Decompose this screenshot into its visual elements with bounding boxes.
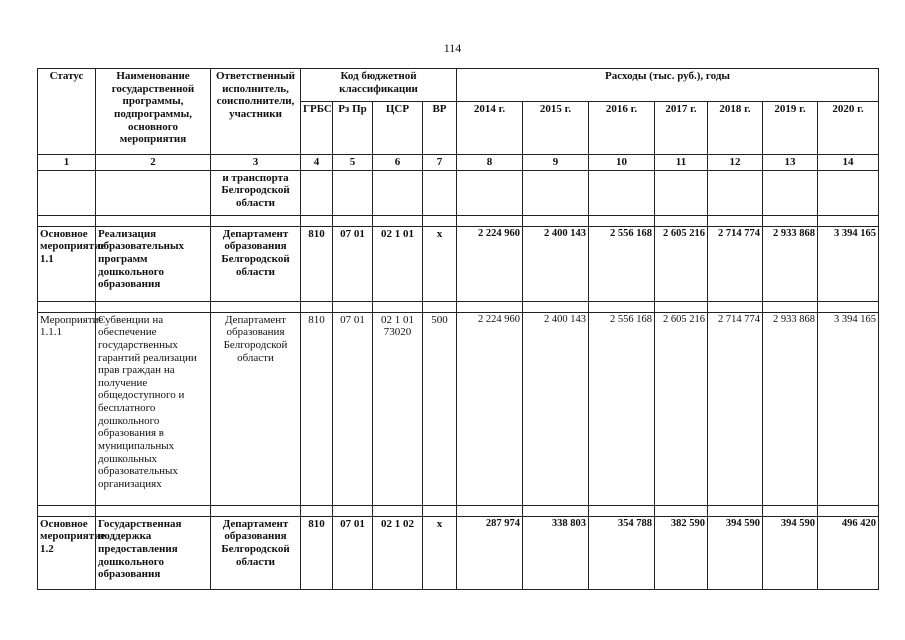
column-number: 2	[96, 155, 211, 171]
cell-value	[818, 170, 879, 215]
column-number: 12	[708, 155, 763, 171]
cell-csr: 02 1 02	[373, 516, 423, 589]
cell-vr: х	[423, 516, 457, 589]
cell-value	[457, 170, 523, 215]
header-status: Статус	[38, 69, 96, 155]
cell-value: 496 420	[818, 516, 879, 589]
header-year-2016: 2016 г.	[589, 102, 655, 155]
column-number: 6	[373, 155, 423, 171]
header-year-2015: 2015 г.	[523, 102, 589, 155]
cell-csr: 02 1 01 73020	[373, 312, 423, 505]
page-number: 114	[443, 41, 462, 55]
cell-rzpr: 07 01	[333, 312, 373, 505]
cell-csr	[373, 170, 423, 215]
cell-executor: Департамент образования Белгородской области	[211, 312, 301, 505]
cell-name	[96, 170, 211, 215]
cell-value: 2 714 774	[708, 226, 763, 301]
cell-grbs: 810	[301, 516, 333, 589]
header-rzpr: Рз Пр	[333, 102, 373, 155]
cell-name: Реализация образовательных программ дошкольного образования	[96, 226, 211, 301]
cell-rzpr: 07 01	[333, 516, 373, 589]
header-csr: ЦСР	[373, 102, 423, 155]
table-row	[38, 312, 879, 505]
cell-value	[589, 170, 655, 215]
cell-vr: 500	[423, 312, 457, 505]
cell-grbs: 810	[301, 226, 333, 301]
cell-value: 2 224 960	[457, 312, 523, 505]
column-number: 14	[818, 155, 879, 171]
table-row	[38, 170, 879, 215]
cell-rzpr	[333, 170, 373, 215]
column-number: 5	[333, 155, 373, 171]
column-number: 11	[655, 155, 708, 171]
cell-status: Основное мероприятие 1.2	[38, 516, 96, 589]
cell-value: 2 224 960	[457, 226, 523, 301]
budget-table	[37, 68, 879, 590]
column-number: 4	[301, 155, 333, 171]
header-year-2017: 2017 г.	[655, 102, 708, 155]
cell-value: 2 400 143	[523, 226, 589, 301]
cell-value: 2 605 216	[655, 312, 708, 505]
cell-value: 3 394 165	[818, 226, 879, 301]
cell-value: 2 556 168	[589, 312, 655, 505]
header-executor: Ответственный исполнитель, соисполнители, участники	[211, 69, 301, 155]
column-number: 7	[423, 155, 457, 171]
cell-value: 394 590	[763, 516, 818, 589]
cell-value: 2 556 168	[589, 226, 655, 301]
column-number: 9	[523, 155, 589, 171]
column-number: 8	[457, 155, 523, 171]
cell-value	[655, 170, 708, 215]
cell-executor: и транспорта Белгородской области	[211, 170, 301, 215]
cell-grbs: 810	[301, 312, 333, 505]
cell-value	[708, 170, 763, 215]
cell-executor: Департамент образования Белгородской области	[211, 226, 301, 301]
cell-value: 287 974	[457, 516, 523, 589]
cell-value: 382 590	[655, 516, 708, 589]
cell-grbs	[301, 170, 333, 215]
cell-value: 338 803	[523, 516, 589, 589]
cell-name: Субвенции на обеспечение государственных гарантий реализации прав граждан на получение общедоступного и бесплатного дошкольного образования в муниципальных дошкольных образовательных организациях	[96, 312, 211, 505]
header-vr: ВР	[423, 102, 457, 155]
cell-value: 2 933 868	[763, 226, 818, 301]
cell-value: 354 788	[589, 516, 655, 589]
cell-status: Основное мероприятие 1.1	[38, 226, 96, 301]
cell-status: Мероприятие 1.1.1	[38, 312, 96, 505]
cell-vr: х	[423, 226, 457, 301]
cell-value	[523, 170, 589, 215]
column-number: 13	[763, 155, 818, 171]
cell-value: 2 933 868	[763, 312, 818, 505]
cell-vr	[423, 170, 457, 215]
column-number: 10	[589, 155, 655, 171]
header-year-2014: 2014 г.	[457, 102, 523, 155]
cell-status	[38, 170, 96, 215]
column-numbers-row	[38, 155, 879, 171]
cell-executor: Департамент образования Белгородской области	[211, 516, 301, 589]
header-expenses: Расходы (тыс. руб.), годы	[457, 69, 879, 102]
column-number: 3	[211, 155, 301, 171]
header-year-2018: 2018 г.	[708, 102, 763, 155]
cell-value: 2 605 216	[655, 226, 708, 301]
header-year-2019: 2019 г.	[763, 102, 818, 155]
cell-value	[763, 170, 818, 215]
cell-csr: 02 1 01	[373, 226, 423, 301]
cell-value: 394 590	[708, 516, 763, 589]
cell-value: 2 400 143	[523, 312, 589, 505]
cell-rzpr: 07 01	[333, 226, 373, 301]
header-budget-code: Код бюджетной классификации	[301, 69, 457, 102]
cell-value: 2 714 774	[708, 312, 763, 505]
header-year-2020: 2020 г.	[818, 102, 879, 155]
table-row	[38, 226, 879, 301]
column-number: 1	[38, 155, 96, 171]
cell-value: 3 394 165	[818, 312, 879, 505]
cell-name: Государственная поддержка предоставления дошкольного образования	[96, 516, 211, 589]
table-row	[38, 516, 879, 589]
header-name: Наименование государственной программы, подпрограммы, основного мероприятия	[96, 69, 211, 155]
header-grbs: ГРБС	[301, 102, 333, 155]
